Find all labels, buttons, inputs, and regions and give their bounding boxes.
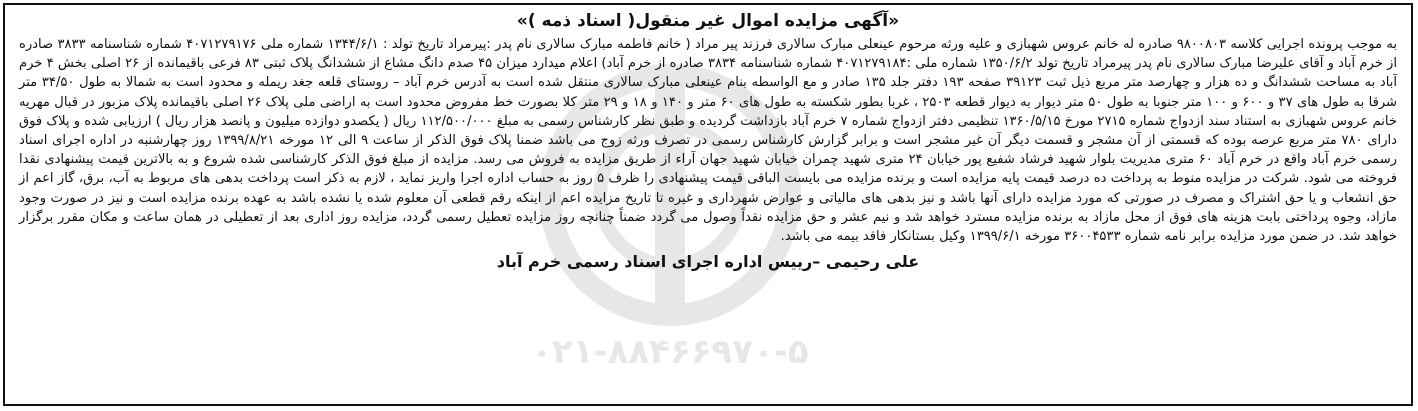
notice-signature: علی رحیمی –رییس اداره اجرای اسناد رسمی خرم آباد [496,252,920,272]
notice-body: به موجب پرونده اجرایی کلاسه ۹۸۰۰۸۰۳ صادره له خانم عروس شهبازی و علیه ورثه مرحوم عینعلی مبارک سالاری فرزند پیر مراد ( خانم فاطمه مبارک سالاری نام پدر :پیرمراد تاریخ تولد : ۱۳۴۴/۶/۱ شماره ملی ۴۰۷۱۲۷۹۱۷۶ شماره شناسنامه ۳۸۳۳ صادره از خرم آباد و آقای علیرضا مبارک سالاری نام پدر پیرمراد تاریخ تولد ۱۳۵۰/۶/۲ شماره ملی :۴۰۷۱۲۷۹۱۸۴ شماره شناسنامه ۳۸۳۴ صادره از خرم آباد) اعلام میدارد میزان ۴۵ صدم دانگ مشاع از ششدانگ پلاک ثبتی ۸۳ فرعی باقیمانده از ۲۶ اصلی بخش ۴ خرم آباد به مساحت ششدانگ و ده هزار و چهارصد متر مربع ذیل ثبت ۳۹۱۲۳ صفحه ۱۹۳ دفتر جلد ۱۳۵ صادر و مع الواسطه بنام عینعلی مبارک سالاری منتقل شده است به آدرس خرم آباد – روستای قلعه جغد ریمله و محدود است به شمالا به طول ۳۴/۵۰ متر شرقا به طول های ۳۷ و ۶۰۰ و ۱۰۰ متر جنوبا به طول ۵۰ متر دیوار به دیوار قطعه ۲۵۰۳ ، غربا بطور شکسته به طول های ۶۰ متر و ۱۴۰ و ۱۸ و ۲۹ متر کلا بصورت خط مفروض محدود است به اراضی ملی پلاک ۲۶ اصلی باقیمانده پلاک مزبور در قبال مهریه خانم عروس شهبازی به استناد سند ازدواج شماره ۲۷۱۵ مورخ ۱۳۶۰/۵/۱۵ تنظیمی دفتر ازدواج شماره ۷ خرم آباد بازداشت گردیده و طبق نظر کارشناس رسمی به مبلغ ۱۱۲/۵۰۰/۰۰۰ ریال ( یکصدو دوازده میلیون و پانصد هزار ریال ) ارزیابی شده و پلاک فوق دارای ۷۸۰ متر مربع عرصه بوده که قسمتی از آن مشجر و قسمت دیگر آن غیر مشجر است و برابر گزارش کارشناس رسمی در تصرف ورثه زوج می باشد ضمنا پلاک فوق الذکر از ساعت ۹ الی ۱۲ مورخه ۱۳۹۹/۸/۲۱ روز چهارشنبه در اداره اجرای اسناد رسمی خرم آباد واقع در خرم آباد ۶۰ متری مدیریت بلوار شهید فرشاد شفیع پور خیابان ۲۴ متری شهید چمران خیابان شهید جهان آراء از طریق مزایده به فروش می رسد. مزایده از مبلغ فوق الذکر کارشناسی شده شروع و به بالاترین قیمت پیشنهادی نقدا فروخته می شود. شرکت در مزایده منوط به پرداخت ده درصد قیمت پایه مزایده است و برنده مزایده می بایست الباقی قیمت پیشنهادی را ظرف ۵ روز به حساب اداره اجرا واریز نماید ، لازم به ذکر است پرداخت بدهی های مربوط به آب، برق، گاز اعم از حق انشعاب و یا حق اشتراک و مصرف در صورتی که مورد مزایده دارای آنها باشد و نیز بدهی های مالیاتی و عوارض شهرداری و غیره تا تاریخ مزایده اعم از اینکه رقم قطعی آن معلوم شده یا نشده باشد به عهده برنده مزایده است و نیز در صورت وجود مازاد، وجوه پرداختی بابت هزینه های فوق از محل مازاد به برنده مزایده مسترد خواهد شد و نیم عشر و حق مزایده نقداً وصول می گردد ضمناً چنانچه روز مزایده تعطیل رسمی گردد، مزایده روز اداری بعد از تعطیلی در همان ساعت و مکان مقرر برگزار خواهد شد. در ضمن مورد مزایده برابر نامه شماره ۳۶۰۰۴۵۳۳ مورخه ۱۳۹۹/۶/۱ وکیل بستانکار فاقد بیمه می باشد. [19,37,1398,245]
watermark-phone: ۰۲۱-۸۸۴۶۶۹۷۰-۵ [531,332,809,372]
auction-notice [3,3,1413,406]
notice-title: «آگهی مزایده اموال غیر منقول( اسناد ذمه )» [516,11,900,31]
